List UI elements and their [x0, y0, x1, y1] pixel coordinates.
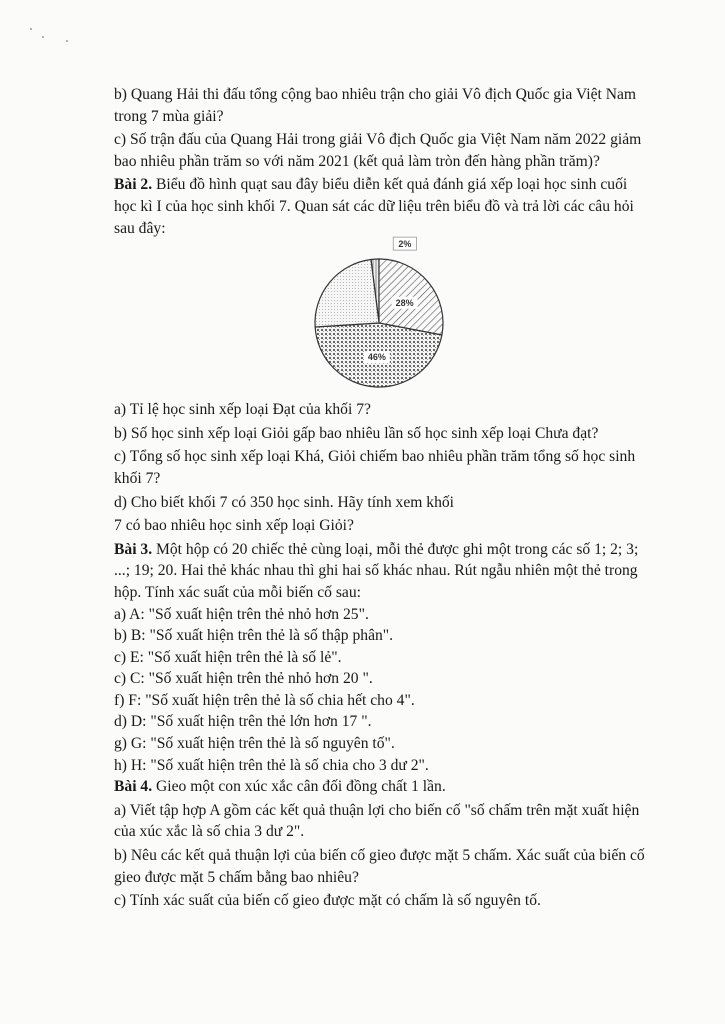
event-item: c) C: "Số xuất hiện trên thẻ nhỏ hơn 20 ". [114, 670, 373, 688]
question-line: a) Tỉ lệ học sinh xếp loại Đạt của khối 7? [114, 401, 371, 419]
slice-label: 46% [367, 352, 386, 363]
scan-speck [42, 36, 44, 38]
event-item: f) F: "Số xuất hiện trên thẻ là số chia hết cho 4". [114, 691, 415, 709]
worksheet-content [114, 84, 674, 912]
exercise-3-heading [114, 539, 674, 561]
pie-chart [309, 239, 449, 395]
event-item: b) B: "Số xuất hiện trên thẻ là số thập phân". [114, 627, 394, 645]
text-line: b) Nêu các kết quả thuận lợi của biến cố gieo được mặt 5 chấm. Xác suất của biến cố [114, 847, 645, 865]
question-line: khối 7? [114, 469, 161, 487]
exercise-2-heading [114, 174, 674, 196]
text-line: gieo được mặt 5 chấm bằng bao nhiêu? [114, 868, 359, 886]
pie-slice-24pct [315, 260, 379, 328]
text-line: bao nhiêu phần trăm so với năm 2021 (kết quả làm tròn đến hàng phần trăm)? [114, 152, 600, 170]
question-line: b) Số học sinh xếp loại Giỏi gấp bao nhiêu lần số học sinh xếp loại Chưa đạt? [114, 424, 599, 442]
question-line: c) Tổng số học sinh xếp loại Khá, Giỏi chiếm bao nhiêu phần trăm tổng số học sinh [114, 448, 636, 466]
text-line: Gieo một con xúc xắc cân đối đồng chất 1 lần. [152, 778, 446, 796]
exercise-4-heading [114, 776, 674, 798]
text-line: b) Quang Hải thi đấu tổng cộng bao nhiêu trận cho giải Vô địch Quốc gia Việt Nam [114, 86, 637, 103]
pie-chart-container [114, 239, 674, 395]
event-item: g) G: "Số xuất hiện trên thẻ là số nguyên tố". [114, 735, 395, 753]
text-line: a) Viết tập hợp A gồm các kết quả thuận lợi cho biến cố "số chấm trên mặt xuất hiện [114, 801, 640, 819]
text-line: ...; 19; 20. Hai thẻ khác nhau thì ghi hai số khác nhau. Rút ngẫu nhiên một thẻ trong [114, 562, 638, 580]
question-line: 7 có bao nhiêu học sinh xếp loại Giỏi? [114, 517, 354, 535]
text-line: sau đây: [114, 219, 166, 237]
slice-label: 28% [395, 297, 414, 308]
text-line: học kì I của học sinh khối 7. Quan sát các dữ liệu trên biểu đồ và trả lời các câu hỏi [114, 197, 634, 215]
text-line: hộp. Tính xác suất của mỗi biến cố sau: [114, 583, 361, 601]
event-item: d) D: "Số xuất hiện trên thẻ lớn hơn 17 ". [114, 713, 372, 731]
text-line: của xúc xắc là số chia 3 dư 2". [114, 823, 305, 841]
exercise-label: Bài 2. [114, 176, 153, 194]
exercise-label: Bài 3. [114, 540, 153, 558]
question-line: d) Cho biết khối 7 có 350 học sinh. Hãy tính xem khối [114, 493, 454, 511]
text-line: Biểu đồ hình quạt sau đây biểu diễn kết quả đánh giá xếp loại học sinh cuối [152, 176, 628, 194]
exercise-label: Bài 4. [114, 778, 153, 796]
scan-speck [30, 28, 32, 30]
text-line: c) Tính xác suất của biến cố gieo được mặt có chấm là số nguyên tố. [114, 892, 541, 910]
text-line: trong 7 mùa giải? [114, 107, 224, 125]
event-item: c) E: "Số xuất hiện trên thẻ là số lẻ". [114, 648, 342, 666]
event-item: h) H: "Số xuất hiện trên thẻ là số chia cho 3 dư 2". [114, 756, 429, 774]
text-line: Một hộp có 20 chiếc thẻ cùng loại, mỗi thẻ được ghi một trong các số 1; 2; 3; [152, 540, 639, 558]
text-line: c) Số trận đấu của Quang Hải trong giải Vô địch Quốc gia Việt Nam năm 2022 giảm [114, 131, 642, 149]
scan-speck [66, 40, 68, 42]
event-item: a) A: "Số xuất hiện trên thẻ nhỏ hơn 25". [114, 605, 369, 623]
slice-label: 2% [398, 239, 412, 250]
